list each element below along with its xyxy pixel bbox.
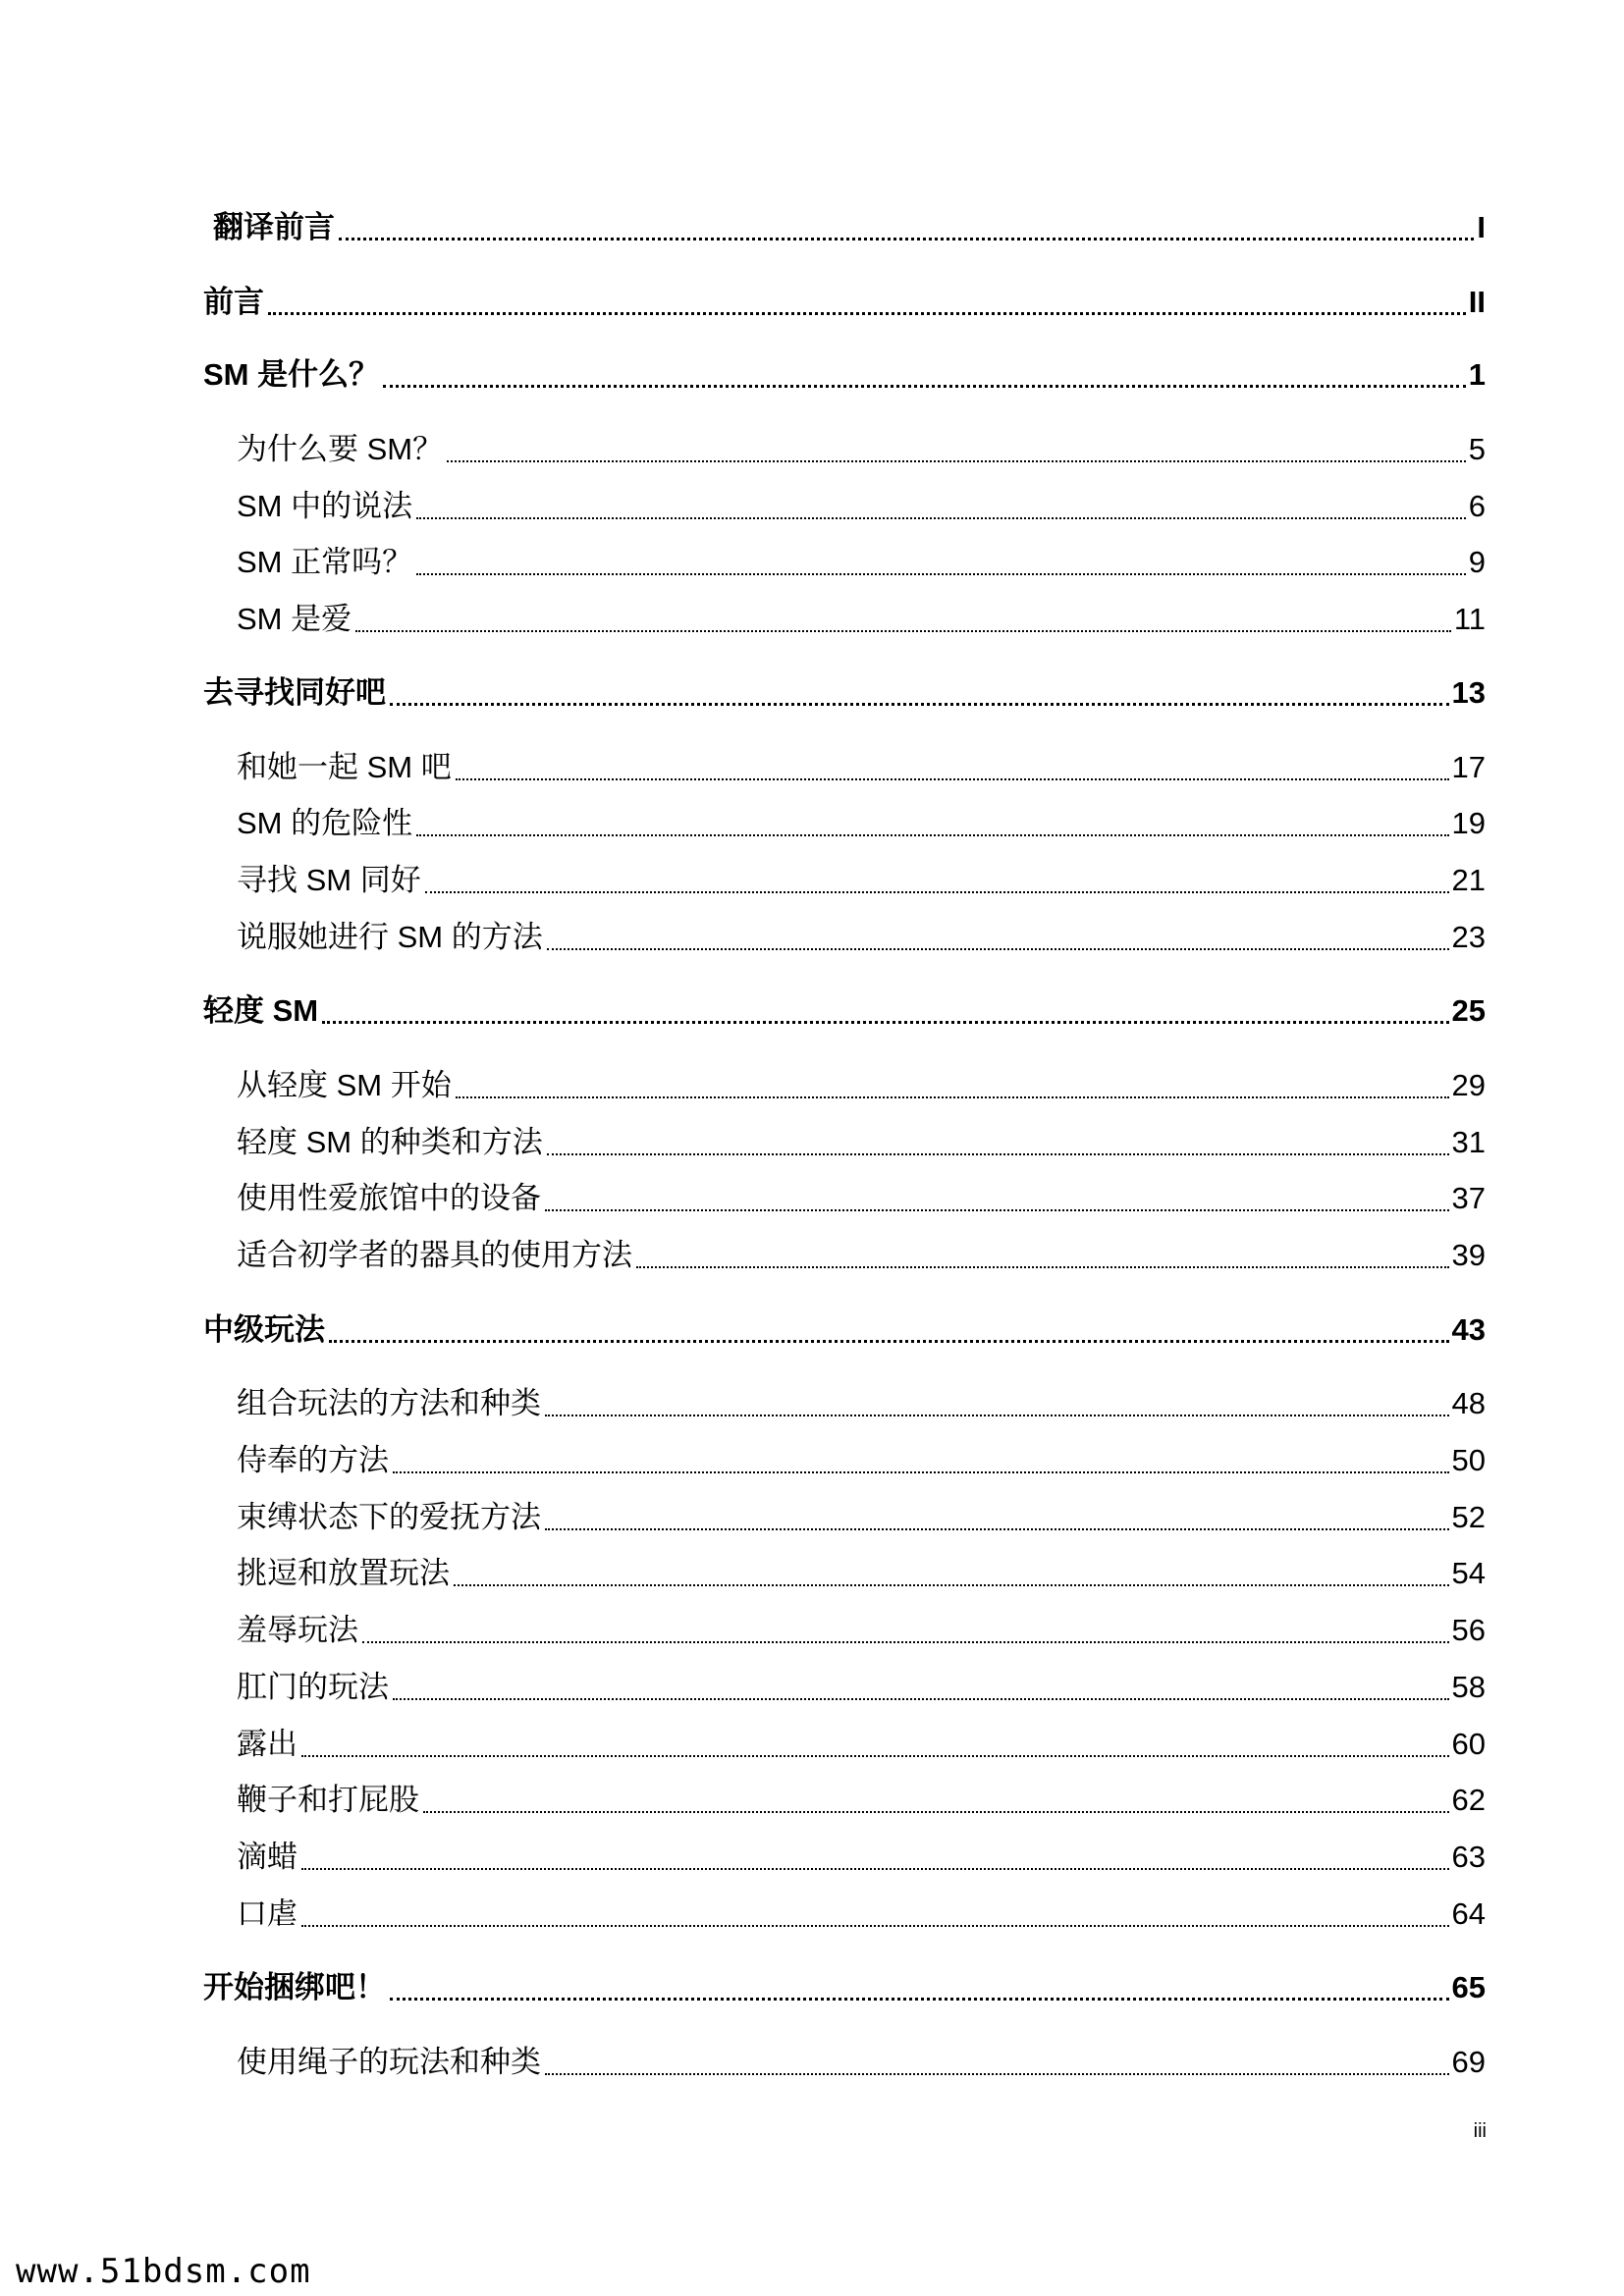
- toc-entry-title: SM 是爱: [237, 602, 352, 636]
- toc-section-entry[interactable]: [237, 1775, 1486, 1820]
- toc-dot-leader: [268, 283, 1466, 322]
- toc-entry-page: 58: [1451, 1670, 1486, 1704]
- toc-chapter-entry[interactable]: [203, 667, 1486, 713]
- toc-entry-title: 侍奉的方法: [237, 1443, 389, 1477]
- toc-entry-title: 从轻度 SM 开始: [237, 1068, 452, 1102]
- toc-chapter-entry[interactable]: [203, 1962, 1486, 2007]
- toc-section-entry[interactable]: [237, 594, 1486, 639]
- toc-entry-page: 60: [1451, 1727, 1486, 1761]
- toc-entry-title: 滴蜡: [237, 1840, 298, 1874]
- toc-entry-page: 17: [1451, 750, 1486, 784]
- toc-entry-page: 9: [1468, 545, 1486, 579]
- toc-entry-title: 前言: [203, 285, 264, 319]
- toc-dot-leader: [362, 1611, 1449, 1650]
- toc-section-entry[interactable]: [237, 1548, 1486, 1593]
- toc-entry-page: 63: [1451, 1840, 1486, 1874]
- toc-dot-leader: [322, 991, 1448, 1031]
- toc-entry-title: 鞭子和打屁股: [237, 1783, 419, 1817]
- toc-dot-leader: [390, 1968, 1449, 2007]
- toc-section-entry[interactable]: [237, 1435, 1486, 1480]
- toc-entry-title: 肛门的玩法: [237, 1670, 389, 1704]
- toc-dot-leader: [416, 543, 1466, 582]
- toc-entry-page: 69: [1451, 2045, 1486, 2079]
- toc-entry-page: II: [1468, 285, 1486, 319]
- toc-chapter-entry[interactable]: [203, 277, 1486, 322]
- toc-entry-title: 和她一起 SM 吧: [237, 750, 452, 784]
- toc-section-entry[interactable]: [237, 1173, 1486, 1218]
- toc-entry-page: 56: [1451, 1613, 1486, 1647]
- toc-entry-title: 使用性爱旅馆中的设备: [237, 1181, 541, 1215]
- toc-section-entry[interactable]: [237, 1832, 1486, 1877]
- toc-entry-page: 64: [1451, 1896, 1486, 1931]
- toc-entry-title: 开始捆绑吧！: [203, 1970, 386, 2004]
- toc-section-entry[interactable]: [237, 855, 1486, 900]
- page-number: iii: [1473, 2120, 1487, 2142]
- toc-entry-title: 寻找 SM 同好: [237, 863, 421, 897]
- toc-dot-leader: [301, 1838, 1449, 1877]
- toc-dot-leader: [545, 1384, 1449, 1423]
- toc-dot-leader: [636, 1236, 1449, 1275]
- toc-dot-leader: [390, 673, 1449, 713]
- toc-dot-leader: [393, 1441, 1449, 1480]
- toc-dot-leader: [545, 1179, 1449, 1218]
- toc-entry-title: SM 是什么？: [203, 357, 380, 392]
- toc-section-entry[interactable]: [237, 1060, 1486, 1105]
- toc-section-entry[interactable]: [237, 1378, 1486, 1423]
- toc-dot-leader: [301, 1895, 1449, 1934]
- toc-section-entry[interactable]: [237, 1230, 1486, 1275]
- toc-entry-page: 39: [1451, 1238, 1486, 1272]
- toc-entry-page: 54: [1451, 1556, 1486, 1590]
- toc-entry-title: 去寻找同好吧: [203, 675, 386, 710]
- toc-entry-title: SM 中的说法: [237, 489, 413, 523]
- toc-entry-page: 65: [1451, 1970, 1486, 2004]
- toc-dot-leader: [547, 918, 1449, 957]
- toc-entry-title: 轻度 SM 的种类和方法: [237, 1125, 543, 1159]
- toc-entry-title: 挑逗和放置玩法: [237, 1556, 450, 1590]
- toc-dot-leader: [425, 861, 1449, 900]
- toc-dot-leader: [447, 430, 1466, 469]
- toc-dot-leader: [339, 208, 1474, 247]
- toc-section-entry[interactable]: [237, 1605, 1486, 1650]
- toc-entry-title: 组合玩法的方法和种类: [237, 1386, 541, 1420]
- toc-entry-page: 62: [1451, 1783, 1486, 1817]
- toc-dot-leader: [383, 355, 1466, 395]
- toc-dot-leader: [547, 1123, 1449, 1162]
- toc-section-entry[interactable]: [237, 1662, 1486, 1707]
- toc-entry-title: 露出: [237, 1727, 298, 1761]
- toc-dot-leader: [545, 2043, 1449, 2082]
- toc-dot-leader: [423, 1781, 1449, 1820]
- toc-section-entry[interactable]: [237, 481, 1486, 526]
- toc-section-entry[interactable]: [237, 424, 1486, 469]
- toc-entry-page: 11: [1453, 602, 1486, 636]
- toc-entry-title: SM 正常吗？: [237, 545, 413, 579]
- toc-entry-title: SM 的危险性: [237, 806, 413, 840]
- toc-section-entry[interactable]: [237, 2037, 1486, 2082]
- toc-section-entry[interactable]: [237, 1117, 1486, 1162]
- toc-entry-page: 1: [1468, 357, 1486, 392]
- toc-dot-leader: [393, 1668, 1449, 1707]
- toc-entry-title: 适合初学者的器具的使用方法: [237, 1238, 632, 1272]
- toc-section-entry[interactable]: [237, 742, 1486, 787]
- toc-section-entry[interactable]: [237, 1889, 1486, 1934]
- toc-entry-title: 口虐: [237, 1896, 298, 1931]
- toc-section-entry[interactable]: [237, 798, 1486, 843]
- toc-chapter-entry[interactable]: [203, 349, 1486, 395]
- toc-chapter-entry[interactable]: [203, 1305, 1486, 1350]
- toc-dot-leader: [454, 1554, 1449, 1593]
- toc-section-entry[interactable]: [237, 912, 1486, 957]
- toc-entry-page: 21: [1451, 863, 1486, 897]
- toc-entry-title: 说服她进行 SM 的方法: [237, 920, 543, 954]
- toc-dot-leader: [301, 1725, 1449, 1764]
- toc-entry-title: 羞辱玩法: [237, 1613, 358, 1647]
- toc-dot-leader: [329, 1310, 1449, 1350]
- toc-entry-page: 52: [1451, 1500, 1486, 1534]
- toc-dot-leader: [416, 487, 1466, 526]
- toc-entry-page: 31: [1451, 1125, 1486, 1159]
- toc-entry-page: 6: [1468, 489, 1486, 523]
- toc-entry-page: I: [1477, 210, 1486, 244]
- toc-entry-title: 中级玩法: [203, 1312, 325, 1347]
- toc-section-entry[interactable]: [237, 1492, 1486, 1537]
- toc-dot-leader: [456, 748, 1449, 787]
- toc-section-entry[interactable]: [237, 1719, 1486, 1764]
- toc-entry-title: 束缚状态下的爱抚方法: [237, 1500, 541, 1534]
- toc-entry-page: 19: [1451, 806, 1486, 840]
- toc-entry-page: 13: [1451, 675, 1486, 710]
- toc-section-entry[interactable]: [237, 537, 1486, 582]
- toc-dot-leader: [456, 1066, 1449, 1105]
- toc-entry-page: 50: [1451, 1443, 1486, 1477]
- toc-entry-title: 为什么要 SM？: [237, 432, 444, 466]
- toc-entry-page: 5: [1468, 432, 1486, 466]
- toc-entry-page: 23: [1451, 920, 1486, 954]
- toc-chapter-entry[interactable]: [203, 986, 1486, 1031]
- toc-entry-page: 29: [1451, 1068, 1486, 1102]
- toc-entry-page: 43: [1451, 1312, 1486, 1347]
- toc-entry-page: 25: [1451, 993, 1486, 1028]
- toc-dot-leader: [355, 600, 1451, 639]
- toc-dot-leader: [545, 1498, 1449, 1537]
- toc-chapter-entry[interactable]: [213, 202, 1486, 247]
- site-watermark: www.51bdsm.com: [16, 2252, 311, 2291]
- toc-entry-title: 翻译前言: [213, 210, 335, 244]
- toc-entry-title: 轻度 SM: [203, 993, 319, 1028]
- toc-entry-page: 37: [1451, 1181, 1486, 1215]
- toc-dot-leader: [416, 804, 1448, 843]
- toc-entry-page: 48: [1451, 1386, 1486, 1420]
- toc-entry-title: 使用绳子的玩法和种类: [237, 2045, 541, 2079]
